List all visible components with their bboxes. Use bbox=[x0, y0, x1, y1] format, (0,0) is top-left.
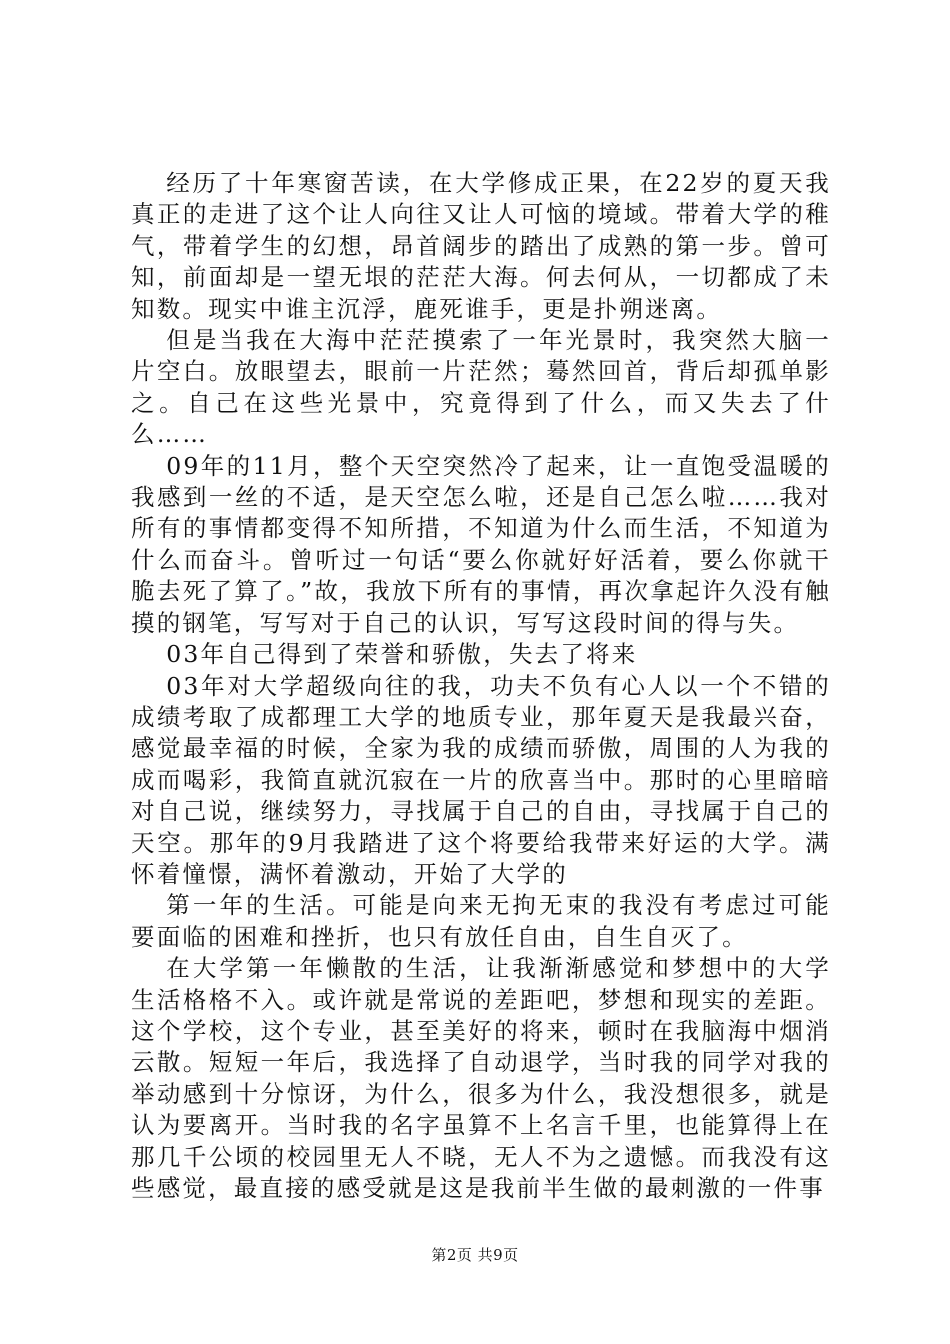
paragraph-3: 09年的11月，整个天空突然冷了起来，让一直饱受温暖的我感到一丝的不适，是天空怎么啦，还是自己怎么啦……我对所有的事情都变得不知所措，不知道为什么而生活，不知道为什么而奋斗。曾听过一句话“要么你就好好活着，要么你就干脆去死了算了。”故，我放下所有的事情，再次拿起许久没有触摸的钢笔，写写对于自己的认识，写写这段时间的得与失。 bbox=[131, 451, 831, 637]
paragraph-1: 经历了十年寒窗苦读，在大学修成正果，在22岁的夏天我真正的走进了这个让人向往又让人可恼的境域。带着大学的稚气，带着学生的幻想，昂首阔步的踏出了成熟的第一步。曾可知，前面却是一望无垠的茫茫大海。何去何从，一切都成了未知数。现实中谁主沉浮，鹿死谁手，更是扑朔迷离。 bbox=[131, 169, 831, 323]
body-text bbox=[131, 168, 831, 1204]
page-footer: 第2页 共9页 bbox=[431, 1246, 519, 1264]
paragraph-4: 03年自己得到了荣誉和骄傲，失去了将来 bbox=[166, 640, 638, 669]
paragraph-6: 第一年的生活。可能是向来无拘无束的我没有考虑过可能要面临的困难和挫折，也只有放任自由，自生自灭了。 bbox=[131, 891, 831, 951]
paragraph-2: 但是当我在大海中茫茫摸索了一年光景时，我突然大脑一片空白。放眼望去，眼前一片茫然；蓦然回首，背后却孤单影之。自己在这些光景中，究竟得到了什么，而又失去了什么…… bbox=[131, 326, 831, 449]
paragraph-5: 03年对大学超级向往的我，功夫不负有心人以一个不错的成绩考取了成都理工大学的地质专业，那年夏天是我最兴奋，感觉最幸福的时候，全家为我的成绩而骄傲，周围的人为我的成而喝彩，我简直就沉寂在一片的欣喜当中。那时的心里暗暗对自己说，继续努力，寻找属于自己的自由，寻找属于自己的天空。那年的9月我踏进了这个将要给我带来好运的大学。满怀着憧憬，满怀着激动，开始了大学的 bbox=[131, 671, 831, 888]
paragraph-7: 在大学第一年懒散的生活，让我渐渐感觉和梦想中的大学生活格格不入。或许就是常说的差距吧，梦想和现实的差距。这个学校，这个专业，甚至美好的将来，顿时在我脑海中烟消云散。短短一年后，我选择了自动退学，当时我的同学对我的举动感到十分惊讶，为什么，很多为什么，我没想很多，就是认为要离开。当时我的名字虽算不上名言千里，也能算得上在那几千公顷的校园里无人不晓，无人不为之遗憾。而我没有这些感觉，最直接的感受就是这是我前半生做的最刺激的一件事 bbox=[131, 954, 831, 1202]
